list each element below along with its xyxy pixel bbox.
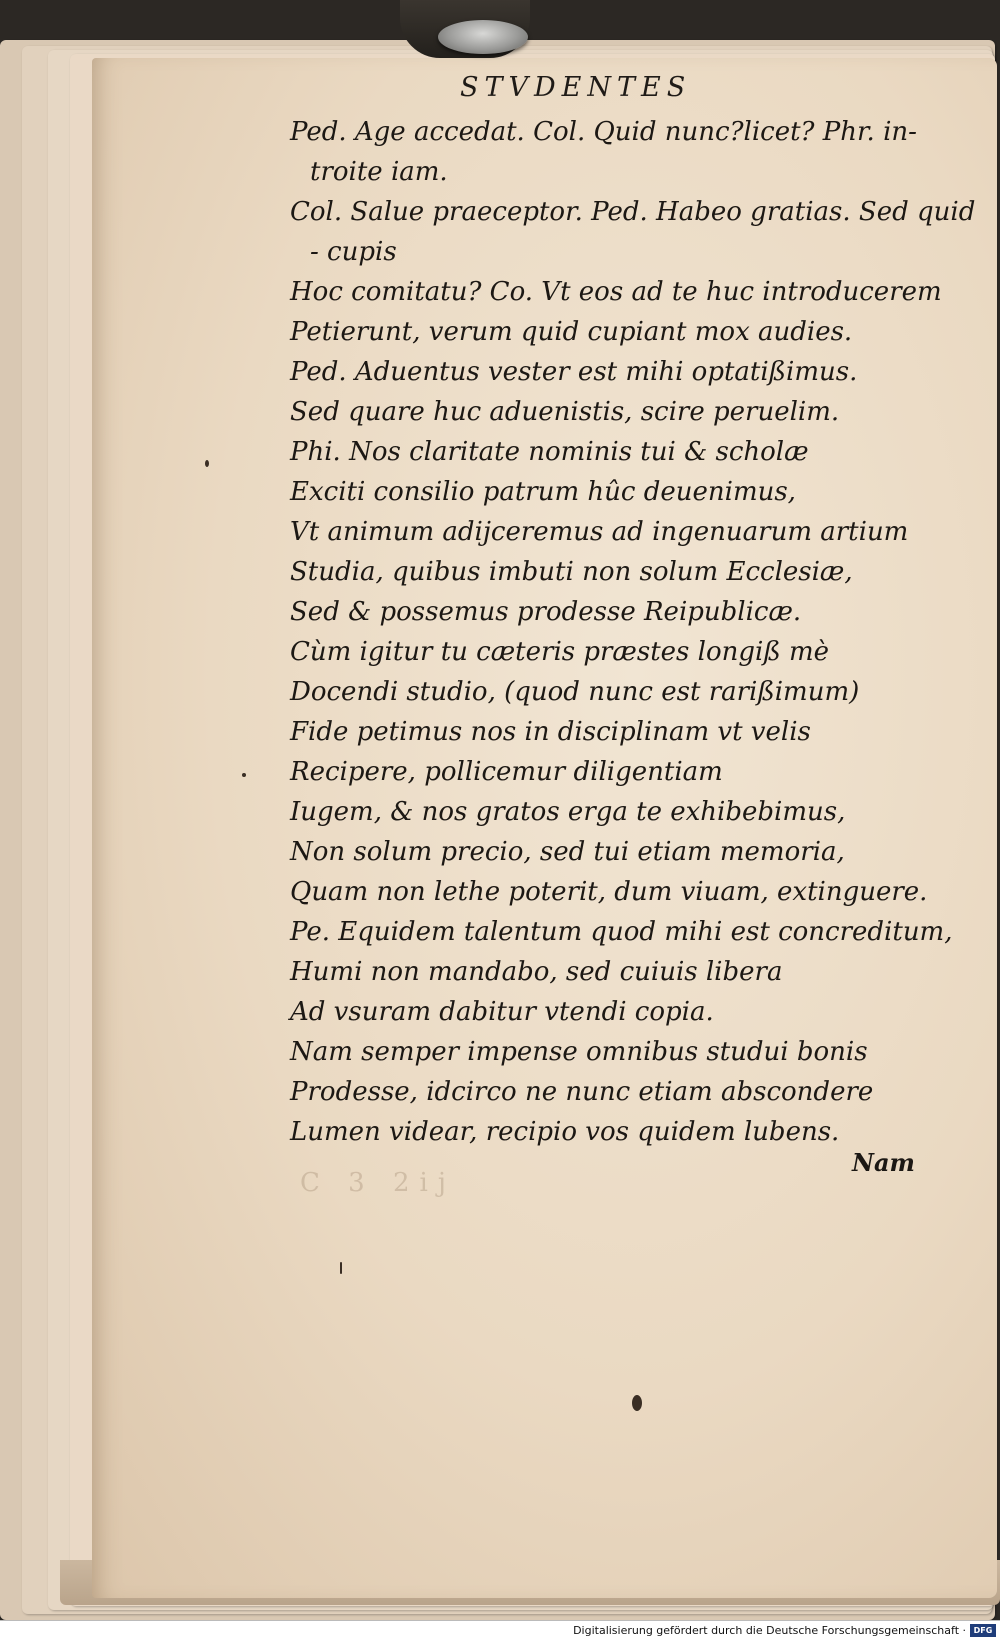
text-line: Sed & possemus prodesse Reipublicæ. bbox=[290, 597, 802, 627]
metal-clasp-icon bbox=[438, 20, 528, 54]
signature-show-through: C 3 2ij bbox=[300, 1168, 456, 1198]
text-line: Fide petimus nos in disciplinam vt velis bbox=[290, 717, 811, 747]
text-line: Lumen videar, recipio vos quidem lubens. bbox=[290, 1117, 840, 1147]
catchword: Nam bbox=[852, 1148, 915, 1177]
text-line: Humi non mandabo, sed cuiuis libera bbox=[290, 957, 783, 987]
funding-credit: Digitalisierung gefördert durch die Deutsche Forschungsgemeinschaft · bbox=[573, 1624, 966, 1637]
text-line: Exciti consilio patrum hûc deuenimus, bbox=[290, 477, 796, 507]
text-line: Recipere, pollicemur diligentiam bbox=[290, 757, 723, 787]
text-line: - cupis bbox=[310, 237, 397, 267]
text-line: Docendi studio, (quod nunc est rarißimum) bbox=[290, 677, 860, 707]
text-line: Iugem, & nos gratos erga te exhibebimus, bbox=[290, 797, 846, 827]
text-line: Hoc comitatu? Co. Vt eos ad te huc introducerem bbox=[290, 277, 942, 307]
verse-text-block bbox=[290, 112, 976, 1152]
text-line: Vt animum adijceremus ad ingenuarum artium bbox=[290, 517, 909, 547]
text-line: Ad vsuram dabitur vtendi copia. bbox=[290, 997, 714, 1027]
text-line: Col. Salue praeceptor. Ped. Habeo gratias. Sed quid bbox=[290, 197, 976, 227]
text-line: Phi. Nos claritate nominis tui & scholæ bbox=[290, 437, 809, 467]
text-line: Studia, quibus imbuti non solum Ecclesiæ, bbox=[290, 557, 853, 587]
text-line: Pe. Equidem talentum quod mihi est concreditum, bbox=[290, 917, 953, 947]
dfg-logo-icon: DFG bbox=[970, 1624, 996, 1637]
text-line: troite iam. bbox=[310, 157, 448, 187]
text-line: Ped. Age accedat. Col. Quid nunc?licet? Phr. in- bbox=[290, 117, 917, 147]
text-line: Petierunt, verum quid cupiant mox audies. bbox=[290, 317, 853, 347]
text-line: Nam semper impense omnibus studui bonis bbox=[290, 1037, 868, 1067]
text-line: Ped. Aduentus vester est mihi optatißimus. bbox=[290, 357, 858, 387]
ink-speck bbox=[340, 1262, 342, 1274]
digitization-footer bbox=[0, 1620, 1000, 1640]
ink-speck bbox=[205, 460, 209, 467]
running-headline: STVDENTES bbox=[460, 72, 692, 103]
text-line: Cùm igitur tu cæteris præstes longiß mè bbox=[290, 637, 830, 667]
ink-speck bbox=[242, 773, 246, 777]
text-line: Non solum precio, sed tui etiam memoria, bbox=[290, 837, 845, 867]
text-line: Quam non lethe poterit, dum viuam, extinguere. bbox=[290, 877, 928, 907]
text-line: Prodesse, idcirco ne nunc etiam abscondere bbox=[290, 1077, 874, 1107]
text-line: Sed quare huc aduenistis, scire peruelim. bbox=[290, 397, 840, 427]
ink-speck bbox=[632, 1395, 642, 1411]
